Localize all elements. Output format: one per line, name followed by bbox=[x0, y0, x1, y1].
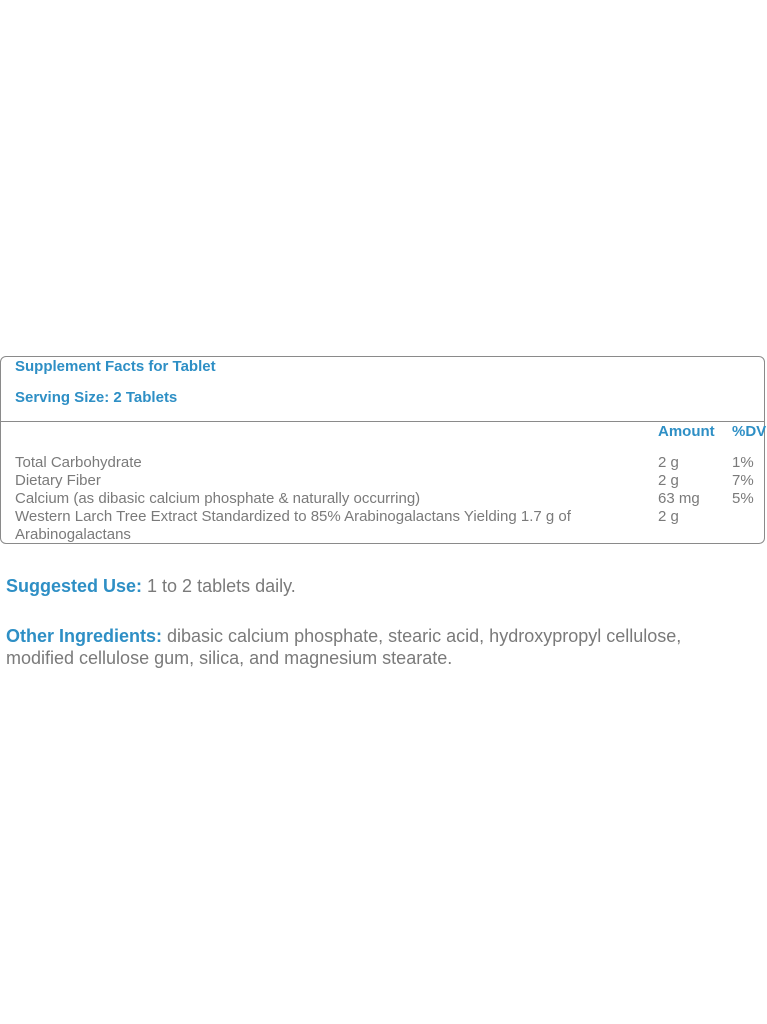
nutrient-amount: 2 g bbox=[658, 472, 679, 489]
nutrient-dv: 1% bbox=[732, 454, 754, 471]
suggested-use-text: 1 to 2 tablets daily. bbox=[142, 576, 296, 596]
dv-column-header: %DV bbox=[732, 423, 767, 440]
nutrient-name: Total Carbohydrate bbox=[15, 454, 142, 471]
serving-size: Serving Size: 2 Tablets bbox=[15, 389, 178, 406]
other-ingredients bbox=[6, 625, 746, 669]
nutrient-name: Western Larch Tree Extract Standardized to 85% Arabinogalactans Yielding 1.7 g of Arabinogalactans bbox=[15, 508, 571, 543]
nutrient-amount: 63 mg bbox=[658, 490, 700, 507]
nutrient-name: Dietary Fiber bbox=[15, 472, 101, 489]
other-ingredients-text: dibasic calcium phosphate, stearic acid, hydroxypropyl cellulose, modified cellulose gum, silica, and magnesium stearate. bbox=[6, 626, 682, 668]
nutrient-name: Calcium (as dibasic calcium phosphate & naturally occurring) bbox=[15, 490, 421, 507]
supplement-facts-title: Supplement Facts for Tablet bbox=[15, 358, 216, 375]
nutrient-amount: 2 g bbox=[658, 454, 679, 471]
supplement-facts-panel bbox=[0, 356, 765, 544]
nutrient-amount: 2 g bbox=[658, 508, 679, 525]
suggested-use-label: Suggested Use: bbox=[6, 576, 143, 596]
facts-divider bbox=[1, 421, 764, 422]
nutrient-dv: 7% bbox=[732, 472, 754, 489]
amount-column-header: Amount bbox=[658, 423, 715, 440]
other-ingredients-label: Other Ingredients: bbox=[6, 626, 163, 646]
nutrient-dv: 5% bbox=[732, 490, 754, 507]
suggested-use bbox=[6, 575, 746, 597]
